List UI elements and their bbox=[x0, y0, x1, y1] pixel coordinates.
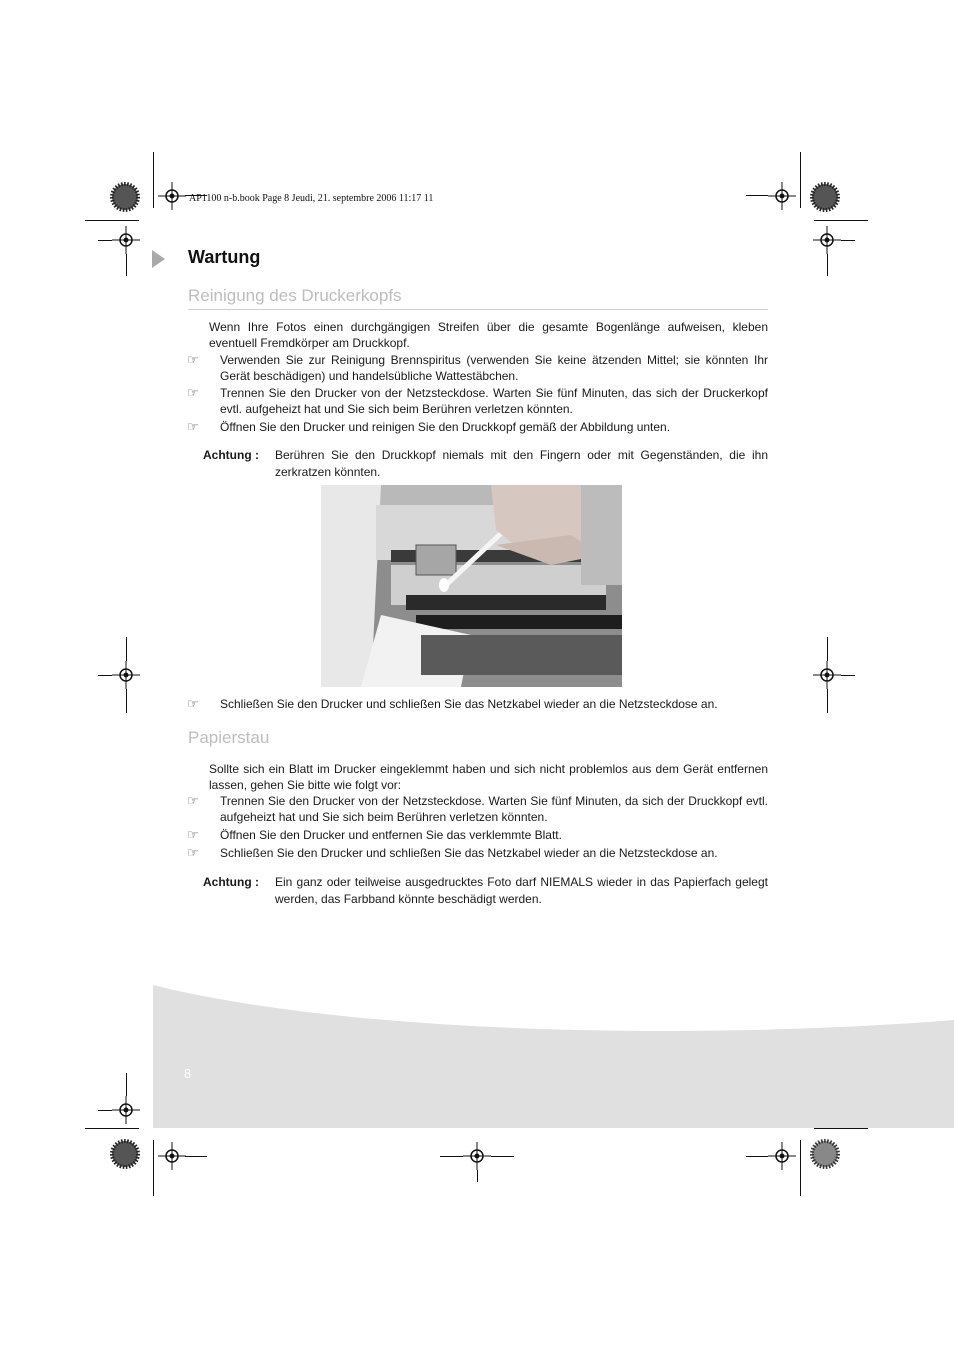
registration-mark-icon bbox=[768, 182, 796, 210]
starburst-icon bbox=[808, 180, 842, 214]
page-number: 8 bbox=[184, 1066, 192, 1081]
pointing-hand-icon: ☞ bbox=[187, 352, 199, 367]
registration-mark-icon bbox=[112, 1096, 140, 1124]
list-item-text: Schließen Sie den Drucker und schließen Sie das Netzkabel wieder an die Netzsteckdose an. bbox=[220, 846, 718, 860]
note-text: Ein ganz oder teilweise ausgedrucktes Foto darf NIEMALS wieder in das Papierfach gelegt werden, das Farbband könnte beschädigt werden. bbox=[275, 875, 768, 906]
list-item bbox=[187, 696, 768, 712]
registration-mark-icon bbox=[463, 1142, 491, 1170]
list-item bbox=[187, 419, 768, 435]
pointing-hand-icon: ☞ bbox=[187, 385, 199, 400]
note-label: Achtung : bbox=[203, 875, 259, 889]
heading-divider bbox=[188, 309, 768, 310]
list-item-text: Öffnen Sie den Drucker und reinigen Sie den Druckkopf gemäß der Abbildung unten. bbox=[220, 420, 671, 434]
list-item bbox=[187, 793, 768, 825]
registration-mark-icon bbox=[158, 182, 186, 210]
section-title: Wartung bbox=[188, 247, 261, 267]
starburst-icon bbox=[108, 180, 142, 214]
warning-note bbox=[203, 874, 768, 908]
list-item bbox=[187, 385, 768, 417]
play-arrow-icon bbox=[152, 250, 165, 268]
paper-jam-heading: Papierstau bbox=[188, 728, 270, 747]
list-item bbox=[187, 827, 768, 843]
pointing-hand-icon: ☞ bbox=[187, 827, 199, 842]
registration-mark-icon bbox=[112, 661, 140, 689]
note-text: Berühren Sie den Druckkopf niemals mit den Fingern oder mit Gegenständen, die ihn zerkratzen könnten. bbox=[275, 448, 768, 479]
cleaning-intro: Wenn Ihre Fotos einen durchgängigen Streifen über die gesamte Bogenlänge aufweisen, kleben eventuell Fremdkörper am Druckkopf. bbox=[209, 320, 768, 350]
starburst-icon bbox=[808, 1137, 842, 1171]
pointing-hand-icon: ☞ bbox=[187, 419, 199, 434]
cleaning-heading: Reinigung des Druckerkopfs bbox=[188, 286, 402, 305]
registration-mark-icon bbox=[813, 661, 841, 689]
registration-mark-icon bbox=[158, 1142, 186, 1170]
footer-band bbox=[153, 985, 954, 1128]
pointing-hand-icon: ☞ bbox=[187, 793, 199, 808]
list-item-text: Trennen Sie den Drucker von der Netzsteckdose. Warten Sie fünf Minuten, da sich der Druckkopf evtl. aufgeheizt hat und Sie sich beim Berühren verletzen könnten. bbox=[220, 794, 768, 824]
pointing-hand-icon: ☞ bbox=[187, 845, 199, 860]
registration-mark-icon bbox=[112, 226, 140, 254]
list-item-text: Schließen Sie den Drucker und schließen Sie das Netzkabel wieder an die Netzsteckdose an. bbox=[220, 697, 718, 711]
list-item-text: Trennen Sie den Drucker von der Netzsteckdose. Warten Sie fünf Minuten, das sich der Druckerkopf evtl. aufgeheizt hat und Sie sich beim Berühren verletzen könnten. bbox=[220, 386, 768, 416]
list-item-text: Öffnen Sie den Drucker und entfernen Sie das verklemmte Blatt. bbox=[220, 828, 562, 842]
registration-mark-icon bbox=[768, 1142, 796, 1170]
list-item bbox=[187, 845, 768, 861]
printer-cleaning-photo bbox=[321, 485, 622, 687]
warning-note bbox=[203, 447, 768, 481]
pointing-hand-icon: ☞ bbox=[187, 696, 199, 711]
registration-mark-icon bbox=[813, 226, 841, 254]
starburst-icon bbox=[108, 1137, 142, 1171]
note-label: Achtung : bbox=[203, 448, 259, 462]
list-item bbox=[187, 352, 768, 384]
list-item-text: Verwenden Sie zur Reinigung Brennspiritus (verwenden Sie keine ätzenden Mittel; sie könnten Ihr Gerät beschädigen) und handelsübliche Wattestäbchen. bbox=[220, 353, 768, 383]
paper-jam-intro: Sollte sich ein Blatt im Drucker eingeklemmt haben und sich nicht problemlos aus dem Gerät entfernen lassen, gehen Sie bitte wie folgt vor: bbox=[209, 762, 768, 792]
book-info-header: AP1100 n-b.book Page 8 Jeudi, 21. septembre 2006 11:17 11 bbox=[189, 193, 434, 204]
